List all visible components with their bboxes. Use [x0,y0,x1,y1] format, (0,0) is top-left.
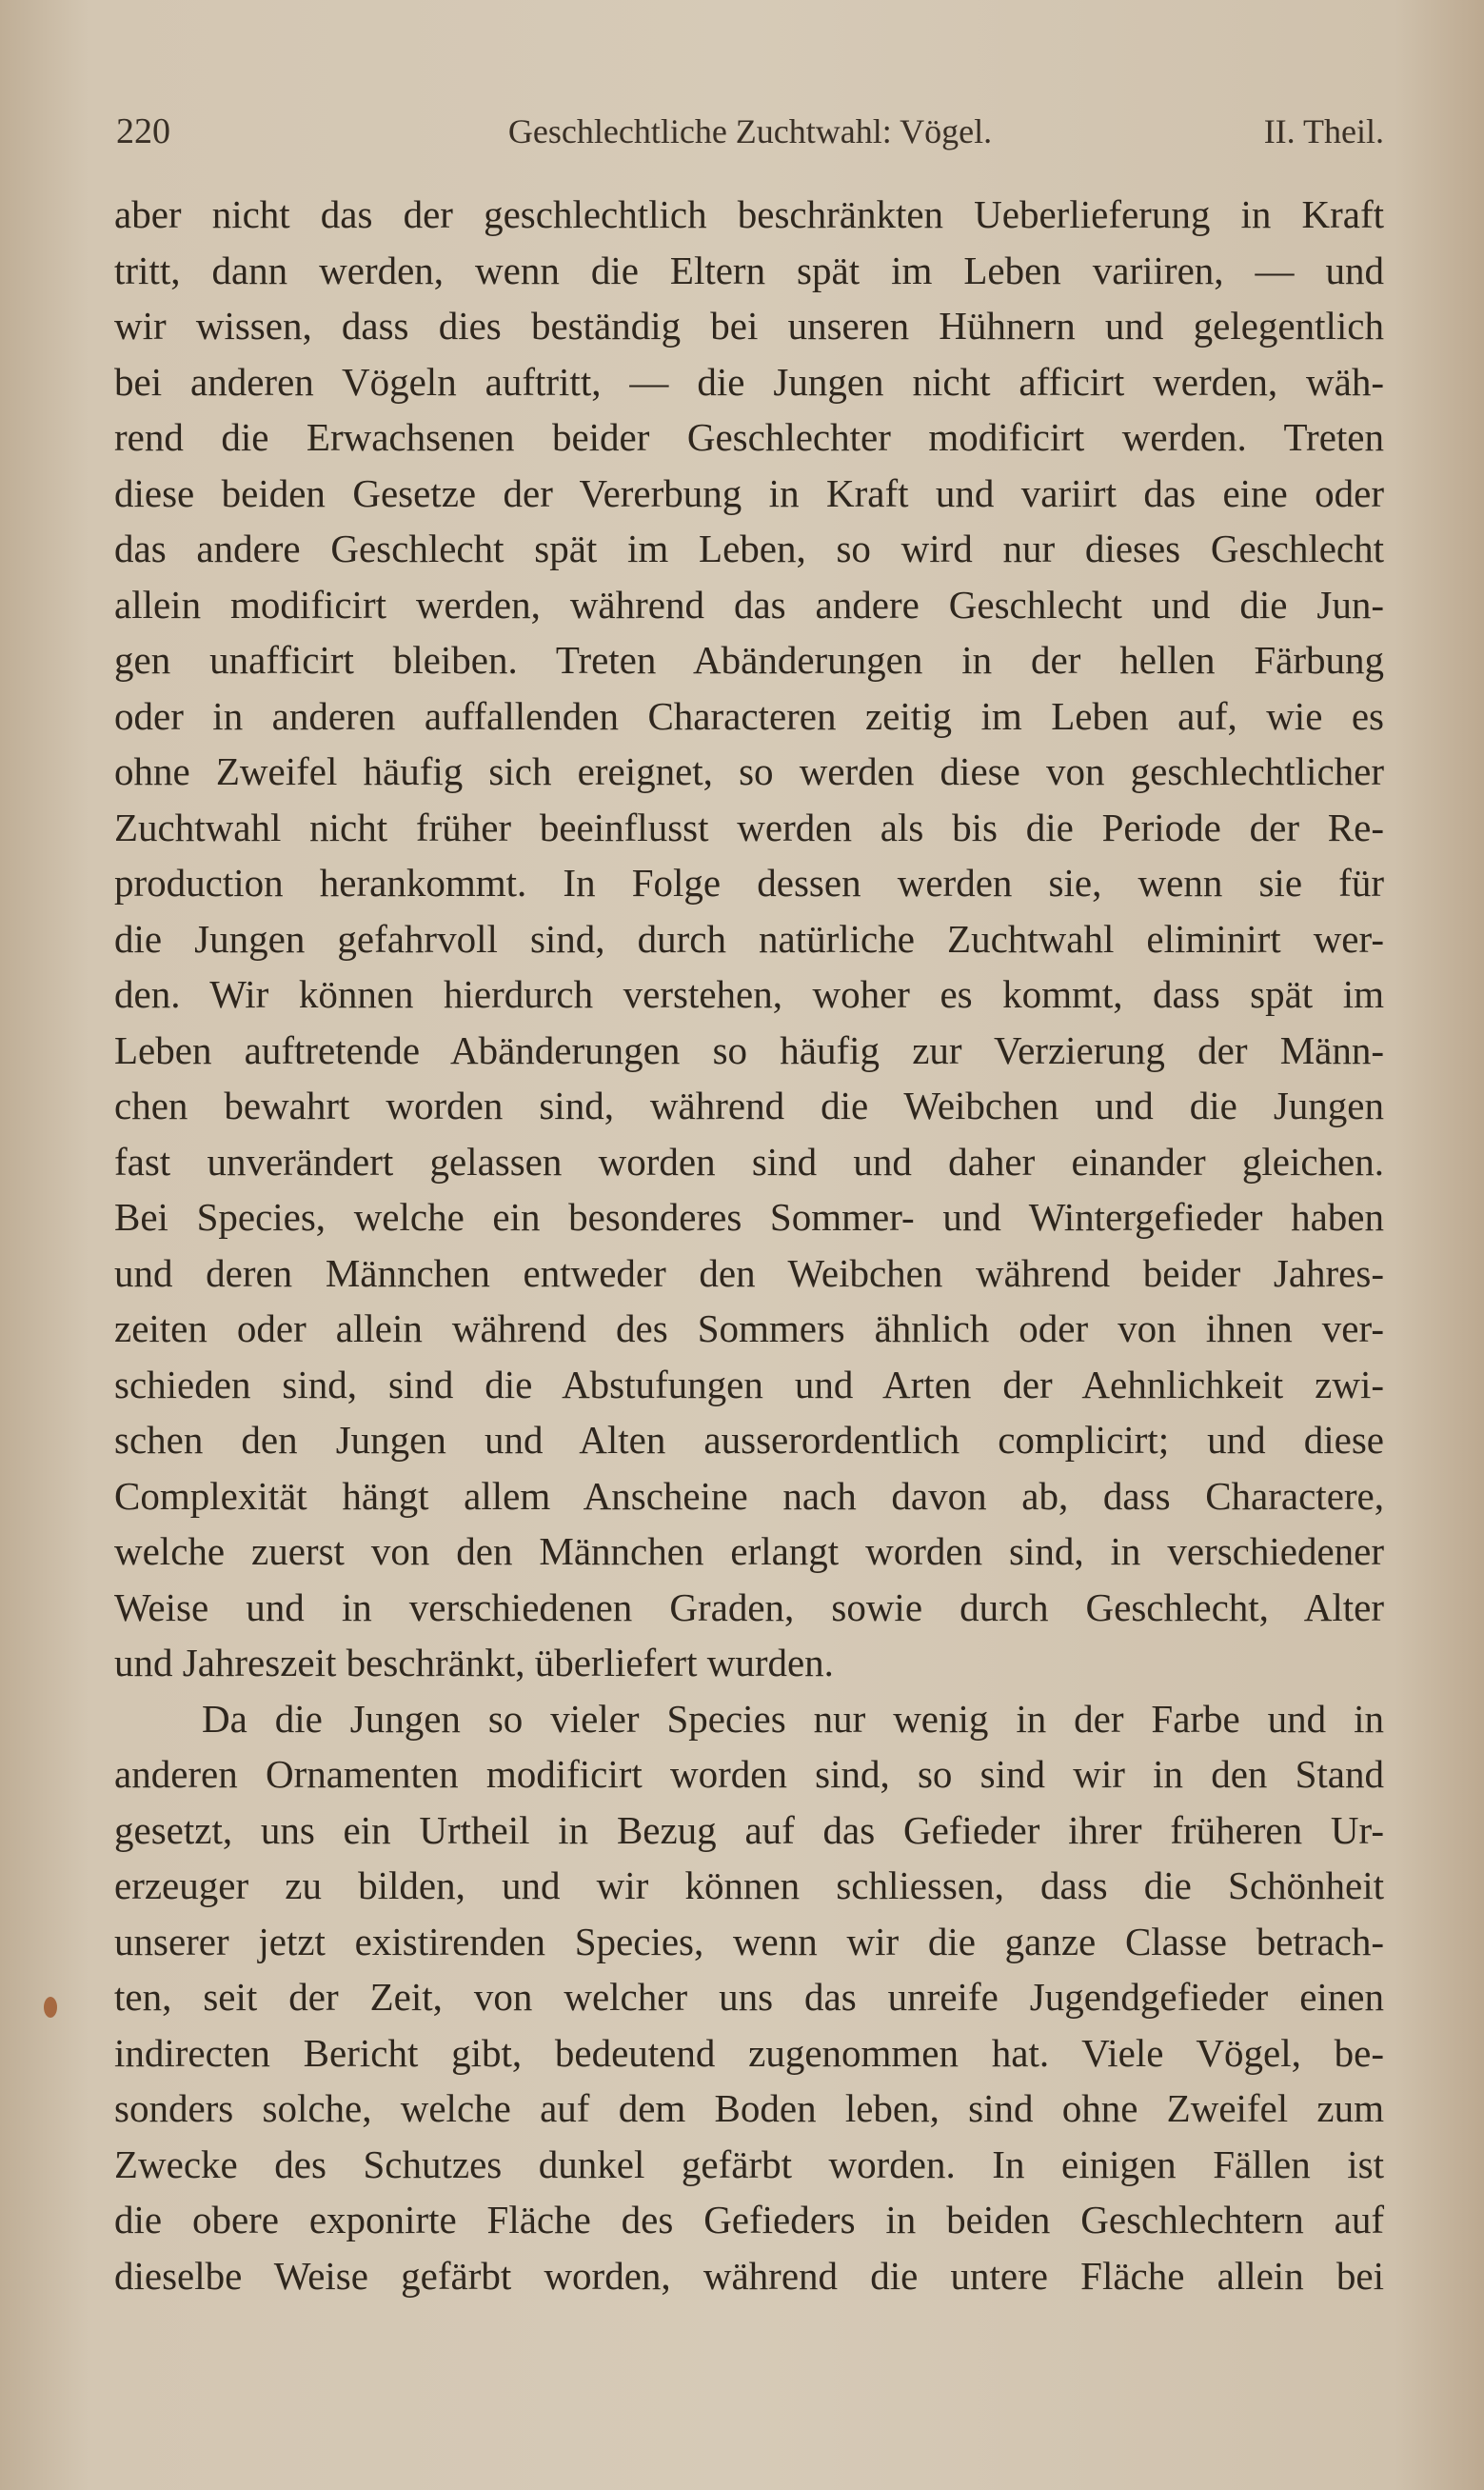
text-line: tritt, dann werden, wenn die Eltern spät im Leben variiren, — und [114,248,1384,292]
text-line: welche zuerst von den Männchen erlangt worden sind, in verschiedener [114,1529,1384,1573]
text-line: ohne Zweifel häufig sich ereignet, so werden diese von geschlechtlicher [114,749,1384,793]
text-line: erzeuger zu bilden, und wir können schliessen, dass die Schönheit [114,1863,1384,1907]
text-line: diese beiden Gesetze der Vererbung in Kraft und variirt das eine oder [114,470,1384,515]
paragraph [114,187,1384,1691]
text-line: das andere Geschlecht spät im Leben, so wird nur dieses Geschlecht [114,527,1384,570]
text-line: Complexität hängt allem Anscheine nach davon ab, dass Charactere, [114,1473,1384,1518]
running-header [116,103,1384,160]
text-line: zeiten oder allein während des Sommers ähnlich oder von ihnen ver- [114,1306,1384,1350]
text-line: Zuchtwahl nicht früher beeinflusst werden als bis die Periode der Re- [114,805,1384,849]
text-line: Weise und in verschiedenen Graden, sowie durch Geschlecht, Alter [114,1584,1384,1629]
text-line: Da die Jungen so vieler Species nur wenig in der Farbe und in [202,1696,1384,1741]
text-line: die Jungen gefahrvoll sind, durch natürliche Zuchtwahl eliminirt wer- [114,916,1384,961]
text-line: ten, seit der Zeit, von welcher uns das unreife Jugendgefieder einen [114,1975,1384,2019]
text-line: und deren Männchen entweder den Weibchen während beider Jahres- [114,1250,1384,1295]
text-line: allein modificirt werden, während das andere Geschlecht und die Jun- [114,582,1384,627]
text-line: anderen Ornamenten modificirt worden sind, so sind wir in den Stand [114,1752,1384,1796]
text-line: oder in anderen auffallenden Characteren zeitig im Leben auf, wie es [114,693,1384,738]
text-line: rend die Erwachsenen beider Geschlechter modificirt werden. Treten [114,415,1384,459]
ink-smudge [44,1997,57,2018]
text-line: Bei Species, welche ein besonderes Sommer- und Wintergefieder haben [114,1195,1384,1239]
running-title: Geschlechtliche Zuchtwahl: Vögel. [507,112,993,150]
text-line: unserer jetzt existirenden Species, wenn wir die ganze Classe betrach- [114,1919,1384,1963]
text-line: wir wissen, dass dies beständig bei unseren Hühnern und gelegentlich [114,304,1384,348]
text-line: Zwecke des Schutzes dunkel gefärbt worden. In einigen Fällen ist [114,2141,1384,2186]
text-line: chen bewahrt worden sind, während die Weibchen und die Jungen [114,1084,1384,1127]
text-line: die obere exponirte Fläche des Gefieders in beiden Geschlechtern auf [114,2198,1384,2241]
text-line: gen unafficirt bleiben. Treten Abänderungen in der hellen Färbung [114,638,1384,682]
text-line: dieselbe Weise gefärbt worden, während die untere Fläche allein bei [114,2253,1384,2298]
text-line: Leben auftretende Abänderungen so häufig zur Verzierung der Männ- [114,1027,1384,1072]
page-number: 220 [116,111,170,151]
page-body [114,187,1384,2303]
text-line: den. Wir können hierdurch verstehen, woher es kommt, dass spät im [114,972,1384,1016]
text-line: bei anderen Vögeln auftritt, — die Jungen nicht afficirt werden, wäh- [114,359,1384,404]
part-label: II. Theil. [1263,112,1384,150]
text-line: gesetzt, uns ein Urtheil in Bezug auf das Gefieder ihrer früheren Ur- [114,1807,1384,1852]
text-line: und Jahreszeit beschränkt, überliefert wurden. [114,1641,834,1684]
text-line: aber nicht das der geschlechtlich beschränkten Ueberlieferung in Kraft [114,192,1384,236]
text-line: schieden sind, sind die Abstufungen und Arten der Aehnlichkeit zwi- [114,1362,1384,1406]
text-line: production herankommt. In Folge dessen werden sie, wenn sie für [114,861,1384,905]
text-line: schen den Jungen und Alten ausserordentlich complicirt; und diese [114,1418,1384,1462]
text-line: sonders solche, welche auf dem Boden leben, sind ohne Zweifel zum [114,2086,1384,2130]
paragraph [114,1691,1384,2304]
text-line: indirecten Bericht gibt, bedeutend zugenommen hat. Viele Vögel, be- [114,2030,1384,2075]
text-line: fast unverändert gelassen worden sind und daher einander gleichen. [114,1139,1384,1184]
